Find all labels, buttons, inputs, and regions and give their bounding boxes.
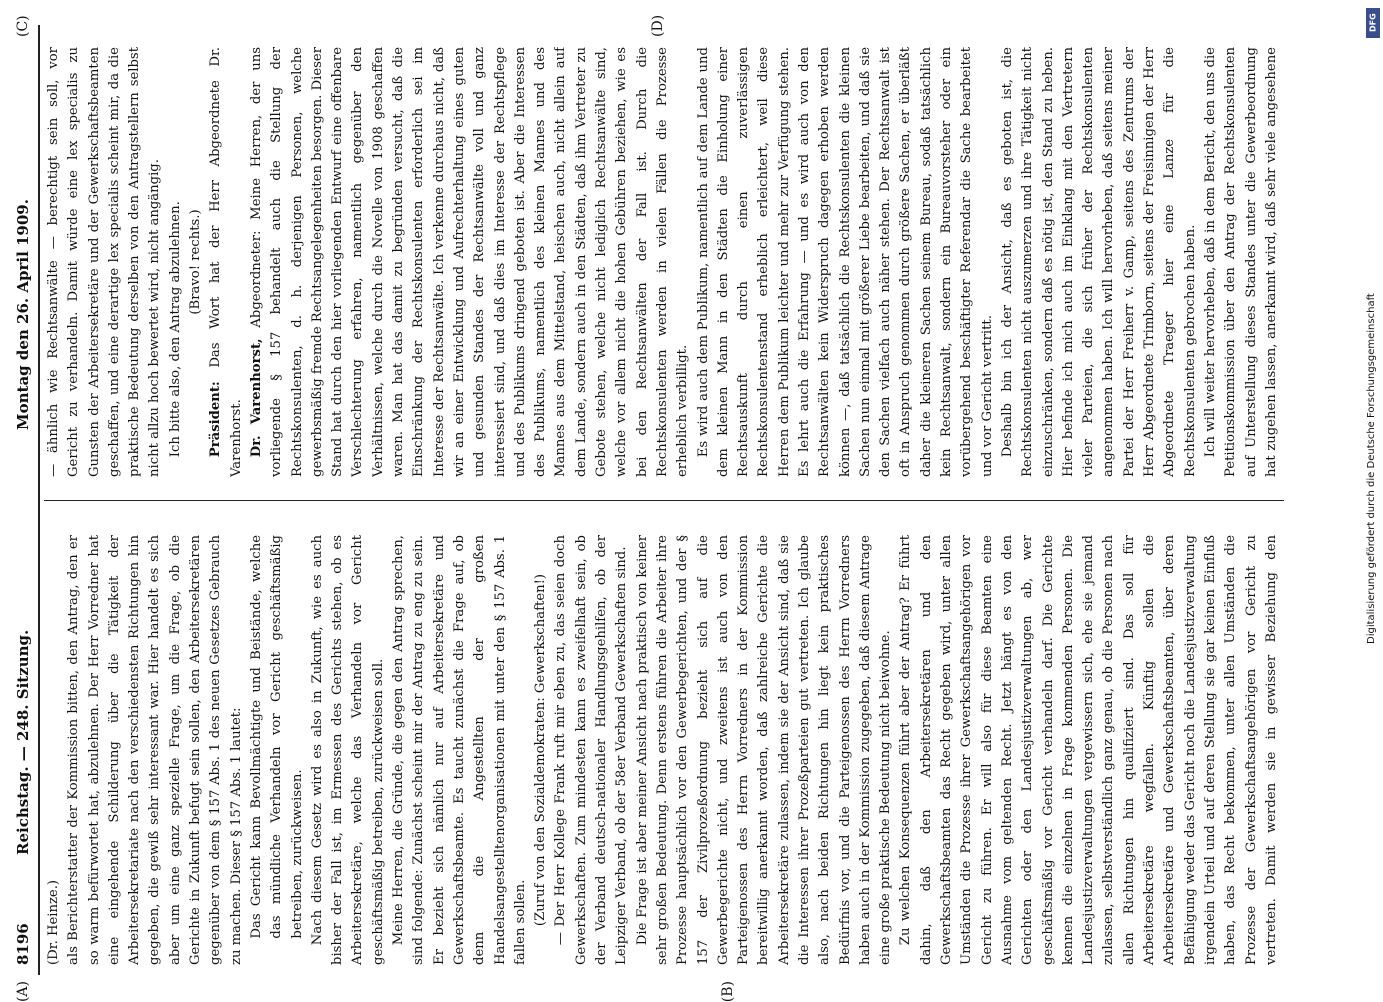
speaker-name: Dr. Varenhorst, [248, 338, 264, 458]
left-column [44, 535, 1284, 965]
margin-mark-b: (B) [720, 981, 736, 1002]
paragraph: — ähnlich wie Rechtsanwälte — berechtigt sein soll, vor Gericht zu verhandeln. Damit würde eine lex specialis zu Gunsten der Arbeitersekretäre und der Gewerkschaftsbeamten geschaffen, und eine derartige lex specialis scheint mir, da die praktische Bedeutung derselben von den Antragstellern selbst nicht allzu hoch bewertet wird, nicht angängig. [46, 47, 163, 477]
dfg-funding-text: Digitalisierung gefördert durch die Deutsche Forschungsgemeinschaft [1366, 293, 1377, 644]
paragraph: Meine Herren, die Gründe, die gegen den Antrag sprechen, sind folgende: Zunächst scheint mir der Antrag zu eng zu sein. Er bezieht sich nämlich nur auf Arbeitersekretäre und Gewerkschaftsbeamte. Es taucht zunächst die Frage auf, ob denn die Angestellten der großen Handelsangestelltenorganisationen mit unter den § 157 Abs. 1 fallen sollen. [391, 535, 528, 965]
speaker-role: Abgeordneter: [248, 230, 264, 328]
running-header [10, 25, 38, 975]
left-running-title: Reichstag. — 248. Sitzung. [14, 629, 32, 855]
paragraph: Ich will weiter hervorheben, daß in dem Bericht, den uns die Petitionskommission über den Antrag der Rechtskonsulenten auf Unterstellung dieses Standes unter die Gewerbeordnung hat zugehen lassen, anerkannt wird, daß sehr viele angesehene [1202, 47, 1279, 477]
dfg-logo: DFG [1366, 8, 1380, 38]
column-divider [44, 500, 1284, 501]
paragraph: Zu welchen Konsequenzen führt aber der Antrag? Er führt dahin, daß den Arbeitersekretären und den Gewerkschaftsbeamten das Recht gegeben wird, unter allen Umständen die Prozesse ihrer Gewerkschaftsangehörigen vor Gericht zu führen. Er will also für diese Beamten eine Ausnahme vom geltenden Recht. Jetzt hängt es von den Gerichten oder den Landesjustizverwaltungen ab, wer geschäftsmäßig vor Gericht verhandeln darf. Die Gerichte kennen die einzelnen in Frage kommenden Personen. Die Landesjustizverwaltungen vergewissern sich, ehe sie jemand zulassen, selbstverständlich ganz genau, ob die Personen nach allen Richtungen hin qualifiziert sind. Das soll für Arbeitersekretäre wegfallen. Künftig sollen die Arbeitersekretäre und Gewerkschaftsbeamten, über deren Befähigung weder das Gericht noch die Landesjustizverwaltung irgendein Urteil und auf deren Stellung sie gar keinen Einfluß haben, das Recht bekommen, unter allen Umständen die Prozesse der Gewerkschaftsangehörigen vor Gericht zu vertreten. Damit werden sie in gewisser Beziehung den [898, 535, 1279, 965]
page-number: 8196 [14, 923, 32, 965]
speaker-continuation: (Dr. Heinze.) [46, 879, 61, 965]
paragraph: Deshalb bin ich der Ansicht, daß es geboten ist, die Rechtskonsulenten nicht auszumerzen und ihre Tätigkeit nicht einzuschränken, sondern daß es nötig ist, den Stand zu heben. Hier befinde ich mich auch im Einklang mit den Vertretern vieler Parteien, die sich früher der Rechtskonsulenten angenommen haben. Ich will hervorheben, daß seitens meiner Partei der Herr Freiherr v. Gamp, seitens des Zentrums der Herr Abgeordnete Trimborn, seitens der Freisinnigen der Herr Abgeordnete Traeger hier eine Lanze für die Rechtskonsulenten gebrochen haben. [999, 47, 1198, 477]
margin-mark-d: (D) [650, 14, 666, 37]
president-label: Präsident: [208, 381, 224, 458]
speaker-text: Meine Herren, der uns vorliegende § 157 behandelt auch die Stellung der Rechtskonsulenten, d. h. derjenigen Personen, welche gewerbsmäßig fremde Rechtsangelegenheiten besorgen. Dieser Stand hat durch den hier vorliegenden Entwurf eine offenbare Verschlechterung erfahren, namentlich gegenüber den Verhältnissen, welche durch die Novelle von 1908 geschaffen waren. Man hat das damit zu begründen versucht, daß die Einschränkung der Rechtskonsulenten erforderlich sei im Interesse der Rechtsanwälte. Ich verkenne durchaus nicht, daß wir an einer Entwicklung und Aufrechterhaltung eines guten und gesunden Standes der Rechtsanwälte voll und ganz interessiert sind, und daß dies im Interesse der Rechtspflege und des Publikums dringend geboten ist. Aber die Interessen des Publikums, namentlich des kleinen Mannes und des Mannes aus dem Mittelstand, heischen auch, nicht allein auf dem Lande, sondern auch in den Städten, daß ihm Vertreter zu Gebote stehen, welche nicht lediglich Rechtsanwälte sind, welche vor allem nicht die hohen Gebühren beziehen, wie es bei den Rechtsanwälten der Fall ist. Durch die Rechtskonsulenten werden in vielen Fällen die Prozesse erheblich verbilligt. [248, 47, 691, 477]
paragraph: Nach diesem Gesetz wird es also in Zukunft, wie es auch bisher der Fall ist, im Ermessen des Gerichts stehen, ob es Arbeitersekretäre, welche das Verhandeln vor Gericht geschäftsmäßig betreiben, zurückweisen soll. [309, 535, 386, 965]
right-running-title: Montag den 26. April 1909. [14, 199, 32, 430]
paragraph: Es wird auch dem Publikum, namentlich auf dem Lande und dem kleinen Mann in den Städten die Einholung einer Rechtsauskunft durch einen zuverlässigen Rechtskonsulentenstand erheblich erleichtert, weil diese Herren dem Publikum leichter und mehr zur Verfügung stehen. Es lehrt auch die Erfahrung — und es wird auch von den Rechtsanwälten kein Widerspruch dagegen erhoben werden können —, daß tatsächlich die Rechtskonsulenten die kleinen Sachen nun einmal mit größerer Liebe bearbeiten, und daß sie den Sachen vielfach auch näher stehen. Der Rechtsanwalt ist oft in Anspruch genommen durch größere Sachen, er überläßt daher die kleineren Sachen seinem Bureau, sodaß tatsächlich kein Rechtsanwalt, sondern ein Bureauvorsteher oder ein vorübergehend beschäftigter Referendar die Sache bearbeitet und vor Gericht vertritt. [695, 47, 995, 477]
paragraph: Ich bitte also, den Antrag abzulehnen. [167, 201, 183, 458]
paragraph: — Der Herr Kollege Frank ruft mir eben zu, das seien doch Gewerkschaften. Zum mindesten kann es zweifelhaft sein, ob der Verband deutsch-nationaler Handlungsgehilfen, ob der Leipziger Verband, ob der 58er Verband Gewerkschaften sind. [553, 535, 630, 965]
header-rule [38, 25, 40, 975]
margin-mark-c: (C) [15, 15, 31, 37]
paragraph: als Berichterstatter der Kommission bitten, den Antrag, den er so warm befürwortet hat, abzulehnen. Der Herr Vorredner hat eine eingehende Schilderung über die Tätigkeit der Arbeitersekretariate nach den verschiedensten Richtungen hin gegeben, die gewiß sehr interessant war. Hier handelt es sich aber um eine ganz spezielle Frage, um die Frage, ob die Gerichte in Zukunft befugt sein sollen, den Arbeitersekretären gegenüber von dem § 157 Abs. 1 des neuen Gesetzes Gebrauch zu machen. Dieser § 157 Abs. 1 lautet: [66, 535, 244, 965]
applause-note: (Bravo! rechts.) [188, 209, 204, 315]
margin-mark-a: (A) [15, 981, 31, 1002]
president-statement [206, 47, 247, 477]
interjection: (Zuruf von den Sozialdemokraten: Gewerkschaften!) [533, 573, 549, 927]
president-text: Das Wort hat der Herr Abgeordnete Dr. Varenhorst. [208, 47, 244, 477]
paragraph: Die Frage ist aber meiner Ansicht nach praktisch von keiner sehr großen Bedeutung. Denn erstens führen die Arbeiter ihre Prozesse hauptsächlich vor den Gewerbegerichten, und der § 157 der Zivilprozeßordnung bezieht sich auf die Gewerbegerichte nicht, und zweitens ist auch von den Parteigenossen des Herrn Vorredners in der Kommission bereitwillig anerkannt worden, daß zahlreiche Gerichte die Arbeitersekretäre zulassen, indem sie der Ansicht sind, daß sie die Interessen ihrer Prozeßparteien gut vertreten. Ich glaube also, nach beiden Richtungen hin liegt kein praktisches Bedürfnis vor, und die Parteigenossen des Herrn Vorredners haben auch in der Kommission zugegeben, daß diesem Antrage eine große praktische Bedeutung nicht beiwohne. [634, 535, 894, 965]
quoted-law-text: Das Gericht kann Bevollmächtigte und Beistände, welche das mündliche Verhandeln vor Gericht geschäftsmäßig betreiben, zurückweisen. [248, 535, 305, 939]
rotated-page [10, 14, 1310, 1002]
dfg-notice [1366, 8, 1380, 1000]
right-column [44, 47, 1284, 477]
speaker-statement [247, 47, 694, 477]
